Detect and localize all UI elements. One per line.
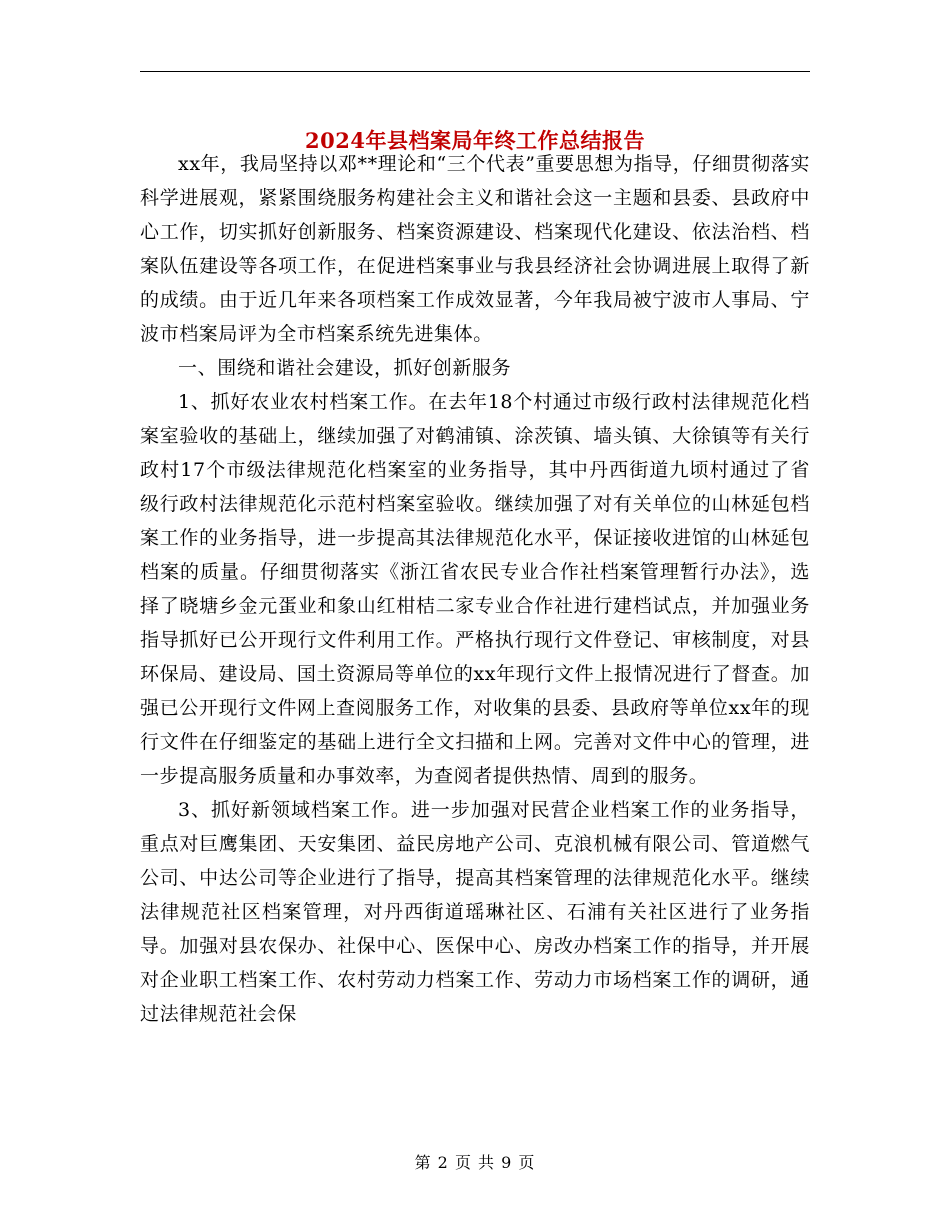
document-title: 2024年县档案局年终工作总结报告 xyxy=(305,128,645,154)
header-rule xyxy=(140,71,810,72)
page-number: 第 2 页 共 9 页 xyxy=(414,1153,536,1172)
paragraph-intro: xx年，我局坚持以邓**理论和“三个代表”重要思想为指导，仔细贯彻落实科学进展观，紧紧围绕服务构建社会主义和谐社会这一主题和县委、县政府中心工作，切实抓好创新服务、档案资源建设、档案现代化建设、依法治档、档案队伍建设等各项工作，在促进档案事业与我县经济社会协调进展上取得了新的成绩。由于近几年来各项档案工作成效显著，今年我局被宁波市人事局、宁波市档案局评为全市档案系统先进集体。 xyxy=(140,153,810,345)
paragraph-item-1: 1、抓好农业农村档案工作。在去年18个村通过市级行政村法律规范化档案室验收的基础上，继续加强了对鹤浦镇、涂茨镇、墙头镇、大徐镇等有关行政村17个市级法律规范化档案室的业务指导，其中丹西街道九顷村通过了省级行政村法律规范化示范村档案室验收。继续加强了对有关单位的山林延包档案工作的业务指导，进一步提高其法律规范化水平，保证接收进馆的山林延包档案的质量。仔细贯彻落实《浙江省农民专业合作社档案管理暂行办法》，选择了晓塘乡金元蛋业和象山红柑桔二家专业合作社进行建档试点，并加强业务指导抓好已公开现行文件利用工作。严格执行现行文件登记、审核制度，对县环保局、建设局、国土资源局等单位的xx年现行文件上报情况进行了督查。加强已公开现行文件网上查阅服务工作，对收集的县委、县政府等单位xx年的现行文件在仔细鉴定的基础上进行全文扫描和上网。完善对文件中心的管理，进一步提高服务质量和办事效率，为查阅者提供热情、周到的服务。 xyxy=(140,391,810,787)
paragraph-item-3: 3、抓好新领域档案工作。进一步加强对民营企业档案工作的业务指导，重点对巨鹰集团、天安集团、益民房地产公司、克浪机械有限公司、管道燃气公司、中达公司等企业进行了指导，提高其档案管理的法律规范化水平。继续法律规范社区档案管理，对丹西街道瑶琳社区、石浦有关社区进行了业务指导。加强对县农保办、社保中心、医保中心、房改办档案工作的指导，并开展对企业职工档案工作、农村劳动力档案工作、劳动力市场档案工作的调研，通过法律规范社会保 xyxy=(140,799,810,1025)
document-body xyxy=(140,147,810,1031)
section-heading-1: 一、围绕和谐社会建设，抓好创新服务 xyxy=(178,357,512,379)
